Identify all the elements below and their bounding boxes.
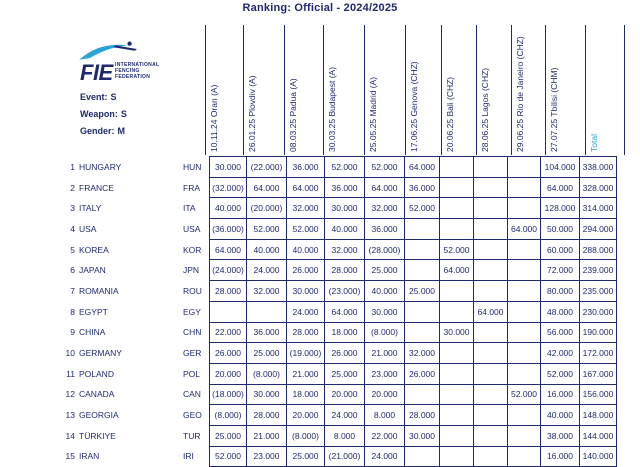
result-cell: 25.000 [287, 446, 325, 467]
result-cell: 21.000 [287, 363, 325, 384]
total-cell: 148.000 [580, 405, 617, 426]
logo-subtitle: INTERNATIONAL FENCING FEDERATION [115, 62, 160, 80]
result-cell [508, 446, 541, 467]
table-row [62, 198, 617, 219]
country-name: HUNGARY [79, 161, 122, 172]
result-cell [210, 301, 247, 322]
total-cell: 314.000 [580, 198, 617, 219]
country-code: GEO [183, 410, 202, 421]
result-cell: (8.000) [210, 405, 247, 426]
total-cell: 140.000 [580, 446, 617, 467]
table-row [62, 281, 617, 302]
country-name: ITALY [79, 203, 102, 214]
result-cell [440, 281, 474, 302]
result-cell: 28.000 [405, 405, 440, 426]
table-row [62, 157, 617, 178]
country-name: EGYPT [79, 306, 108, 317]
country-code: TUR [183, 430, 201, 441]
total-cell: 172.000 [580, 343, 617, 364]
country-name: KOREA [79, 244, 109, 255]
result-cell: 24.000 [247, 260, 287, 281]
result-cell: 30.000 [405, 425, 440, 446]
result-cell: (8.000) [287, 425, 325, 446]
result-cell: 26.000 [287, 260, 325, 281]
result-cell [508, 405, 541, 426]
result-cell [474, 239, 508, 260]
result-cell [405, 301, 440, 322]
result-cell: 30.000 [440, 322, 474, 343]
result-cell: 40.000 [210, 198, 247, 219]
result-cell: 64.000 [247, 177, 287, 198]
column-header: 26.01.25 Plovdiv (A) [243, 25, 285, 155]
result-cell: 64.000 [405, 157, 440, 178]
result-cell: (24.000) [210, 260, 247, 281]
result-cell [405, 322, 440, 343]
result-cell: 25.000 [247, 343, 287, 364]
result-cell: 25.000 [365, 260, 405, 281]
result-cell: 25.000 [325, 363, 365, 384]
table-row [62, 405, 617, 426]
result-cell: 32.000 [247, 281, 287, 302]
weapon-meta: Weapon: S [80, 109, 127, 119]
total-cell: 167.000 [580, 363, 617, 384]
result-cell [474, 322, 508, 343]
result-cell: 52.000 [508, 384, 541, 405]
result-cell [474, 363, 508, 384]
country-name: FRANCE [79, 182, 114, 193]
logo-fie-text: FIE [80, 60, 113, 85]
result-cell: 22.000 [365, 425, 405, 446]
result-cell [508, 301, 541, 322]
result-cell [474, 425, 508, 446]
table-row [62, 177, 617, 198]
result-cell: 25.000 [210, 425, 247, 446]
result-cell: (8.000) [247, 363, 287, 384]
result-cell [405, 219, 440, 240]
result-cell: 52.000 [325, 157, 365, 178]
country-code: POL [183, 368, 201, 379]
result-cell [474, 384, 508, 405]
country-name: IRAN [79, 451, 100, 462]
result-cell: 50.000 [541, 219, 580, 240]
result-cell: 40.000 [541, 405, 580, 426]
result-cell: 18.000 [287, 384, 325, 405]
result-cell: 8.000 [325, 425, 365, 446]
country-code: IRI [183, 451, 194, 462]
table-row [62, 260, 617, 281]
result-cell: (21.000) [325, 446, 365, 467]
result-cell: 30.000 [247, 384, 287, 405]
result-cell: 32.000 [325, 239, 365, 260]
result-cell: 30.000 [365, 301, 405, 322]
country-name: JAPAN [79, 265, 106, 276]
country-code: FRA [183, 182, 200, 193]
rank-cell: 3 [70, 203, 75, 214]
total-cell: 190.000 [580, 322, 617, 343]
country-code: CHN [183, 327, 202, 338]
result-cell [508, 343, 541, 364]
result-cell: 36.000 [325, 177, 365, 198]
result-cell [508, 425, 541, 446]
result-cell: 80.000 [541, 281, 580, 302]
result-cell: 24.000 [325, 405, 365, 426]
result-cell: 52.000 [365, 157, 405, 178]
result-cell: 18.000 [325, 322, 365, 343]
result-cell: 20.000 [210, 363, 247, 384]
result-cell: 48.000 [541, 301, 580, 322]
result-cell: 42.000 [541, 343, 580, 364]
result-cell [474, 343, 508, 364]
gender-meta: Gender: M [80, 126, 126, 136]
result-cell: 32.000 [365, 198, 405, 219]
rank-cell: 15 [65, 451, 75, 462]
result-cell: 21.000 [365, 343, 405, 364]
result-cell [405, 239, 440, 260]
result-cell: 40.000 [325, 219, 365, 240]
country-code: EGY [183, 306, 201, 317]
result-cell: 52.000 [541, 363, 580, 384]
table-row [62, 425, 617, 446]
column-header: 28.06.25 Lagos (CHZ) [476, 25, 512, 155]
result-cell: 26.000 [405, 363, 440, 384]
result-cell [474, 405, 508, 426]
result-cell: 20.000 [365, 384, 405, 405]
result-cell [474, 198, 508, 219]
rank-cell: 2 [70, 182, 75, 193]
rank-cell: 13 [65, 410, 75, 421]
result-cell: 28.000 [325, 260, 365, 281]
result-cell: 36.000 [247, 322, 287, 343]
table-row [62, 239, 617, 260]
result-cell [440, 425, 474, 446]
country-name: TÜRKIYE [79, 430, 116, 441]
result-cell: 60.000 [541, 239, 580, 260]
result-cell [440, 219, 474, 240]
country-code: JPN [183, 265, 200, 276]
result-cell: 64.000 [287, 177, 325, 198]
rank-cell: 4 [70, 223, 75, 234]
table-row [62, 301, 617, 322]
country-code: ROU [183, 285, 202, 296]
table-row [62, 343, 617, 364]
country-name: USA [79, 223, 97, 234]
rank-cell: 5 [70, 244, 75, 255]
total-cell: 239.000 [580, 260, 617, 281]
result-cell [405, 384, 440, 405]
result-cell: 28.000 [247, 405, 287, 426]
rank-cell: 7 [70, 285, 75, 296]
result-cell: 32.000 [287, 198, 325, 219]
result-cell: 52.000 [287, 219, 325, 240]
result-cell: 30.000 [210, 157, 247, 178]
result-cell [508, 177, 541, 198]
result-cell: 26.000 [210, 343, 247, 364]
total-cell: 294.000 [580, 219, 617, 240]
result-cell: 40.000 [247, 239, 287, 260]
country-code: GER [183, 348, 202, 359]
rank-cell: 11 [66, 368, 75, 379]
result-cell [440, 343, 474, 364]
result-cell: 64.000 [440, 260, 474, 281]
result-cell: 26.000 [325, 343, 365, 364]
result-cell [440, 405, 474, 426]
result-cell [440, 363, 474, 384]
result-cell: 64.000 [325, 301, 365, 322]
country-name: CHINA [79, 327, 106, 338]
result-cell: 52.000 [405, 198, 440, 219]
table-row [62, 446, 617, 467]
result-cell: (18.000) [210, 384, 247, 405]
result-cell: (32.000) [210, 177, 247, 198]
result-cell: 36.000 [365, 219, 405, 240]
rank-cell: 9 [70, 327, 75, 338]
result-cell [508, 281, 541, 302]
result-cell: 20.000 [325, 384, 365, 405]
column-header: 29.06.25 Rio de Janeiro (CHZ) [511, 25, 546, 155]
rank-cell: 8 [70, 306, 75, 317]
total-cell: 288.000 [580, 239, 617, 260]
result-cell: 36.000 [287, 157, 325, 178]
result-cell: 128.000 [541, 198, 580, 219]
country-name: GEORGIA [79, 410, 119, 421]
country-name: CANADA [79, 389, 115, 400]
result-cell: 40.000 [287, 239, 325, 260]
column-header: 17.06.25 Genova (CHZ) [405, 25, 442, 155]
result-cell [440, 157, 474, 178]
total-cell: 338.000 [580, 157, 617, 178]
result-cell [247, 301, 287, 322]
column-header: 25.05.25 Madrid (A) [364, 25, 406, 155]
total-cell: 235.000 [580, 281, 617, 302]
result-cell: (28.000) [365, 239, 405, 260]
result-cell: 28.000 [287, 322, 325, 343]
result-cell: 22.000 [210, 322, 247, 343]
column-header: 10.11.24 Oran (A) [205, 25, 244, 155]
country-code: HUN [183, 161, 202, 172]
result-cell [474, 157, 508, 178]
rank-cell: 6 [70, 265, 75, 276]
result-cell: 30.000 [287, 281, 325, 302]
result-cell [474, 446, 508, 467]
result-cell: 21.000 [247, 425, 287, 446]
result-cell: 32.000 [405, 343, 440, 364]
result-cell: (22.000) [247, 157, 287, 178]
result-cell [440, 198, 474, 219]
result-cell [440, 384, 474, 405]
result-cell [440, 177, 474, 198]
result-cell: 40.000 [365, 281, 405, 302]
column-header: 08.03.25 Padua (A) [284, 25, 324, 155]
result-cell [508, 157, 541, 178]
result-cell: 64.000 [474, 301, 508, 322]
column-header: 30.03.25 Budapest (A) [323, 25, 365, 155]
result-cell: 23.000 [247, 446, 287, 467]
result-cell: 64.000 [365, 177, 405, 198]
result-cell: (19.000) [287, 343, 325, 364]
result-cell: 25.000 [405, 281, 440, 302]
table-row [62, 322, 617, 343]
result-cell [405, 446, 440, 467]
result-cell [508, 260, 541, 281]
result-cell: (36.000) [210, 219, 247, 240]
table-row [62, 384, 617, 405]
result-cell [474, 260, 508, 281]
result-cell: (8.000) [365, 322, 405, 343]
result-cell [440, 446, 474, 467]
result-cell [508, 198, 541, 219]
country-code: USA [183, 223, 201, 234]
country-code: CAN [183, 389, 201, 400]
result-cell: 52.000 [247, 219, 287, 240]
result-cell: 24.000 [287, 301, 325, 322]
column-header: 20.06.25 Bali (CHZ) [441, 25, 477, 155]
table-row [62, 363, 617, 384]
result-cell: 8.000 [365, 405, 405, 426]
table-row [62, 219, 617, 240]
event-meta: Event: S [80, 92, 117, 102]
country-name: GERMANY [79, 348, 122, 359]
result-cell [440, 301, 474, 322]
result-cell: (20.000) [247, 198, 287, 219]
result-cell: 16.000 [541, 446, 580, 467]
result-cell: 16.000 [541, 384, 580, 405]
result-cell: 24.000 [365, 446, 405, 467]
result-cell: 20.000 [287, 405, 325, 426]
result-cell: 64.000 [541, 177, 580, 198]
rank-cell: 14 [65, 430, 75, 441]
result-cell: (23.000) [325, 281, 365, 302]
result-cell: 38.000 [541, 425, 580, 446]
result-cell: 23.000 [365, 363, 405, 384]
result-cell [474, 177, 508, 198]
result-cell: 52.000 [210, 446, 247, 467]
result-cell [474, 281, 508, 302]
result-cell: 52.000 [440, 239, 474, 260]
result-cell: 64.000 [210, 239, 247, 260]
total-cell: 156.000 [580, 384, 617, 405]
result-cell: 30.000 [325, 198, 365, 219]
result-cell: 64.000 [508, 219, 541, 240]
country-name: ROMANIA [79, 285, 119, 296]
result-cell [508, 363, 541, 384]
result-cell: 28.000 [210, 281, 247, 302]
result-cell: 72.000 [541, 260, 580, 281]
total-cell: 230.000 [580, 301, 617, 322]
country-code: KOR [183, 244, 202, 255]
ranking-table [62, 156, 617, 467]
page-title: Ranking: Official - 2024/2025 [242, 2, 398, 14]
column-header-total: Total [585, 25, 625, 155]
result-cell: 36.000 [405, 177, 440, 198]
total-cell: 144.000 [580, 425, 617, 446]
country-name: POLAND [79, 368, 114, 379]
rank-cell: 12 [65, 389, 75, 400]
column-header: 27.07.25 Tbilisi (CHM) [545, 25, 586, 155]
result-cell: 104.000 [541, 157, 580, 178]
result-cell: 56.000 [541, 322, 580, 343]
result-cell [474, 219, 508, 240]
country-code: ITA [183, 203, 196, 214]
result-cell [508, 322, 541, 343]
result-cell [405, 260, 440, 281]
rank-cell: 10 [65, 348, 75, 359]
total-cell: 328.000 [580, 177, 617, 198]
result-cell [508, 239, 541, 260]
rank-cell: 1 [70, 161, 75, 172]
